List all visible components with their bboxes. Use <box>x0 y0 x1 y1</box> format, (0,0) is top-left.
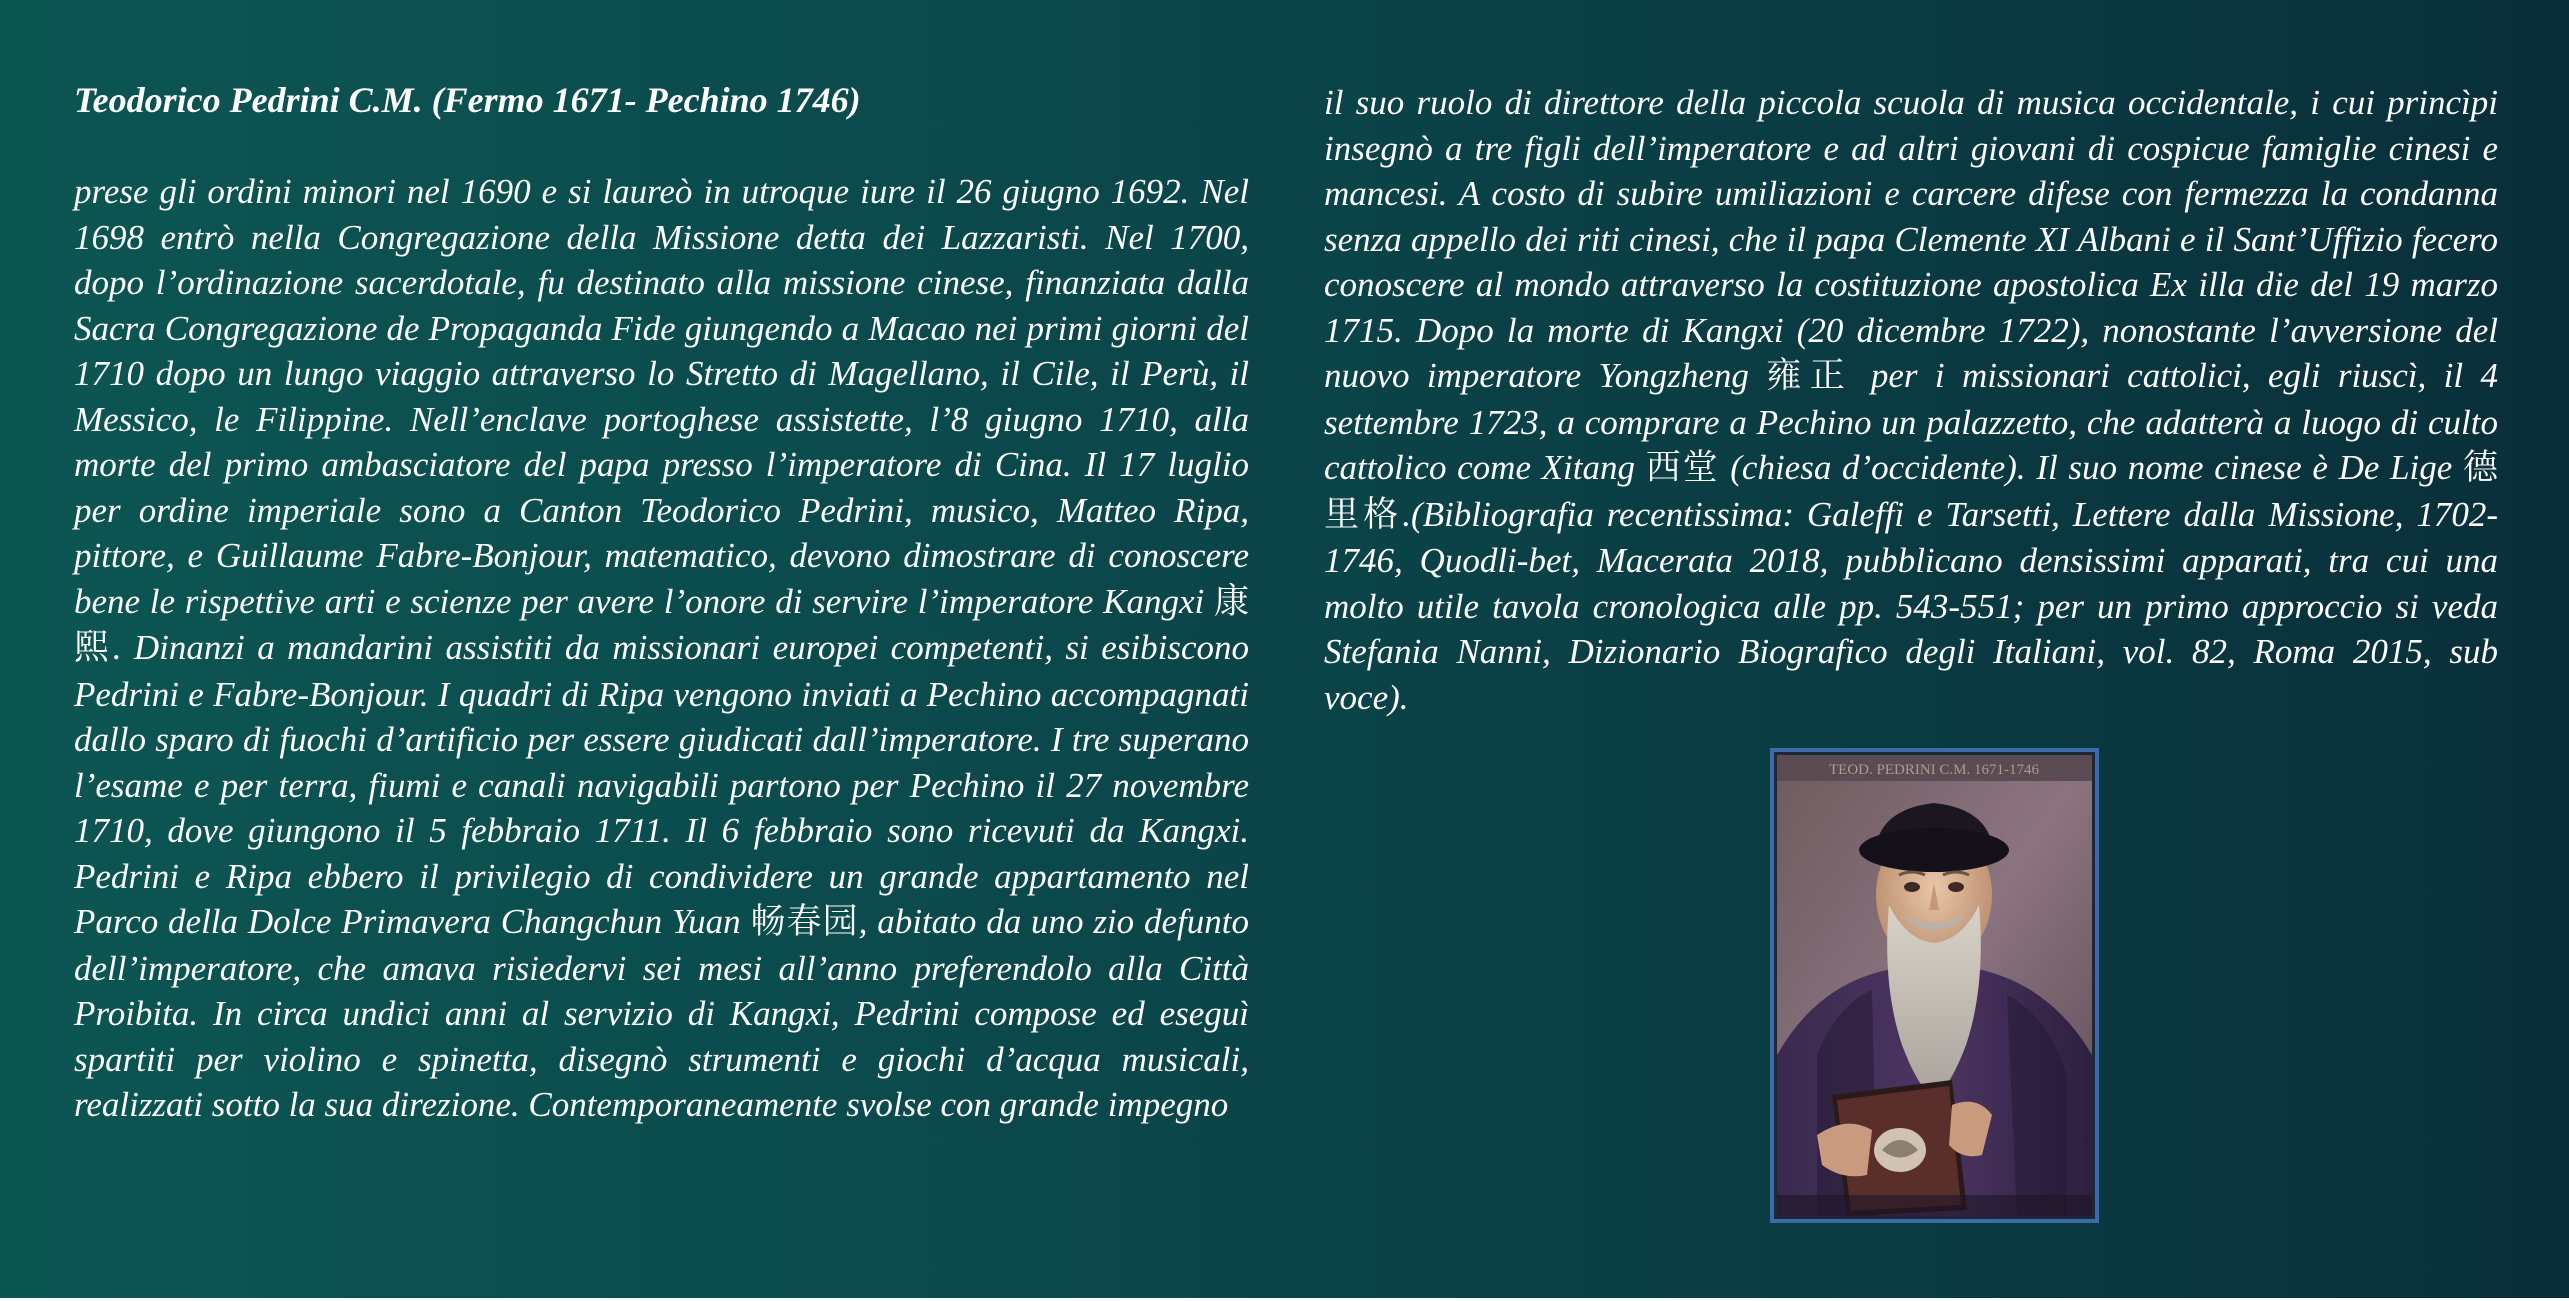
document-title: Teodorico Pedrini C.M. (Fermo 1671- Pechino 1746) <box>74 80 861 120</box>
right-column <box>1324 80 2498 720</box>
yongzheng-hanzi: 雍正 <box>1766 356 1854 396</box>
left-text-part-3: , abitato da uno zio defunto dell’imperatore, che amava risiedervi sei mesi all’anno preferendolo alla Città Proibita. In circa undici anni al servizio di Kangxi, Pedrini compose ed eseguì spartiti per violino e spinetta, disegnò strumenti e giochi d’acqua musicali, realizzati sotto la sua direzione. Contemporaneamente svolse con grande impegno <box>74 902 1249 1124</box>
right-column-text <box>1324 80 2498 720</box>
kangxi-hanzi: 康熙 <box>74 581 1249 668</box>
right-text-part-1: il suo ruolo di direttore della piccola scuola di musica occidentale, i cui princìpi insegnò a tre figli dell’imperatore e ad altri giovani di cospicue famiglie cinesi e mancesi. A costo di subire umiliazioni e carcere difese con fermezza la condanna senza appello dei riti cinesi, che il papa Clemente XI Albani e il Sant’Uffizio fecero conoscere al mondo attraverso la costituzione apostolica Ex illa die del 19 marzo 1715. Dopo la morte di Kangxi (20 dicembre 1722), nonostante l’avversione del nuovo imperatore Yongzheng <box>1324 83 2498 395</box>
pedrini-portrait-image <box>1777 755 2092 1216</box>
right-text-part-4: .(Bibliografia recentissima: Galeffi e Tarsetti, Lettere dalla Missione, 1702-1746, Quodli-bet, Macerata 2018, pubblicano densissimi apparati, tra cui una molto utile tavola cronologica alle pp. 543-551; per un primo approccio si veda Stefania Nanni, Dizionario Biografico degli Italiani, vol. 82, Roma 2015, sub voce). <box>1324 494 2498 717</box>
de-lige-hanzi: 德里格 <box>1324 448 2498 535</box>
left-text-part-2: . Dinanzi a mandarini assistiti da missionari europei competenti, si esibiscono Pedrini e Fabre-Bonjour. I quadri di Ripa vengono inviati a Pechino accompagnati dallo sparo di fuochi d’artificio per essere giudicati dall’imperatore. I tre superano l’esame e per terra, fiumi e canali navigabili partono per Pechino il 27 novembre 1710, dove giungono il 5 febbraio 1711. Il 6 febbraio sono ricevuti da Kangxi. Pedrini e Ripa ebbero il privilegio di condividere un grande appartamento nel Parco della Dolce Primavera Changchun Yuan <box>74 628 1249 941</box>
xitang-hanzi: 西堂 <box>1645 448 1720 488</box>
left-text-part-1: prese gli ordini minori nel 1690 e si laureò in utroque iure il 26 giugno 1692. Nel 1698 entrò nella Congregazione della Missione detta dei Lazzaristi. Nel 1700, dopo l’ordinazione sacerdotale, fu destinato alla missione cinese, finanziata dalla Sacra Congregazione de Propaganda Fide giungendo a Macao nei primi giorni del 1710 dopo un lungo viaggio attraverso lo Stretto di Magellano, il Cile, il Perù, il Messico, le Filippine. Nell’enclave portoghese assistette, l’8 giugno 1710, alla morte del primo ambasciatore del papa presso l’imperatore di Cina. Il 17 luglio per ordine imperiale sono a Canton Teodorico Pedrini, musico, Matteo Ripa, pittore, e Guillaume Fabre-Bonjour, matematico, devono dimostrare di conoscere bene le rispettive arti e scienze per avere l’onore di servire l’imperatore Kangxi <box>74 172 1249 621</box>
left-column-text <box>74 169 1249 1128</box>
left-column <box>74 76 1249 1128</box>
right-text-part-3: (chiesa d’occidente). Il suo nome cinese è De Lige <box>1719 448 2463 487</box>
portrait-frame <box>1770 748 2099 1223</box>
right-text-part-2: per i missionari cattolici, egli riuscì, il 4 settembre 1723, a comprare a Pechino un palazzetto, che adatterà a luogo di culto cattolico come Xitang <box>1324 356 2498 487</box>
changchun-yuan-hanzi: 畅春园 <box>750 902 859 942</box>
portrait-inscription: TEOD. PEDRINI C.M. 1671-1746 <box>1829 762 2039 778</box>
